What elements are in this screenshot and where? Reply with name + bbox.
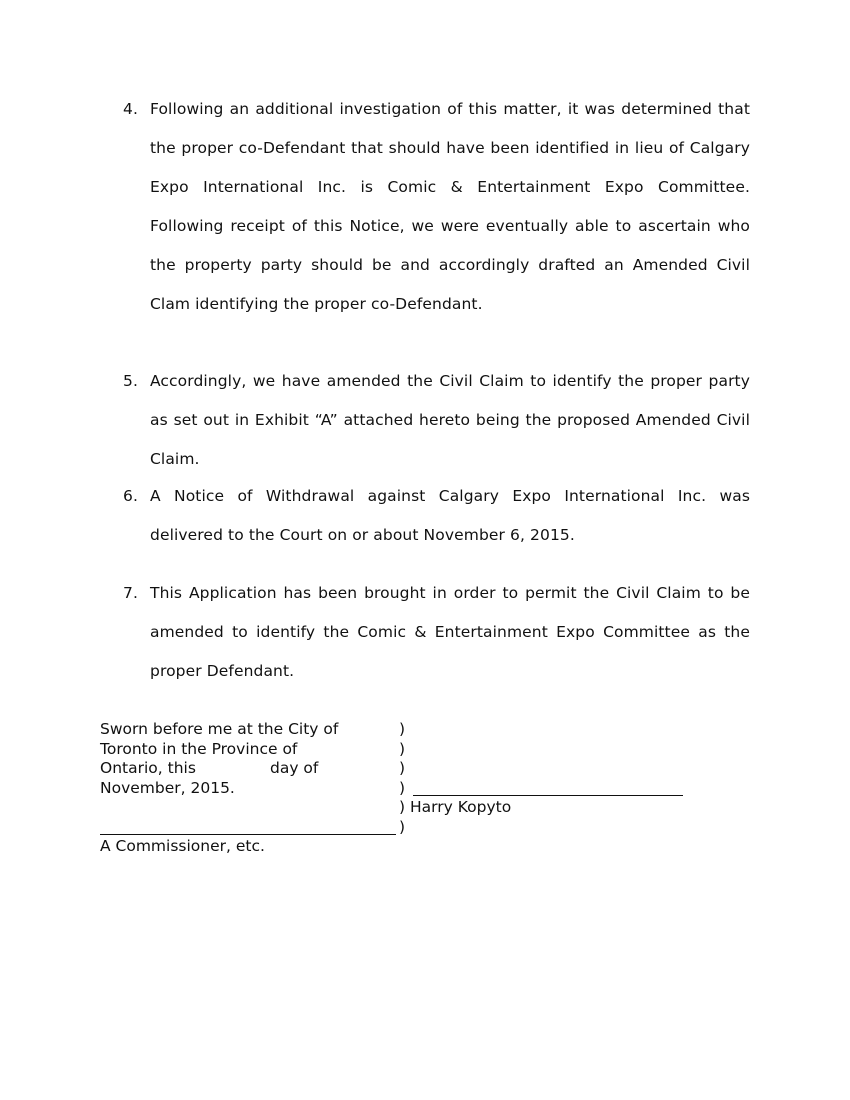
jurat-paren: ) (399, 720, 406, 738)
jurat-line-province: Toronto in the Province of (100, 739, 298, 758)
jurat-paren: ) (399, 778, 406, 797)
paragraph-4 (123, 90, 750, 324)
paragraph-text: This Application has been brought in order to permit the Civil Claim to be amended to identify the Comic & Entertainment Expo Committee as the proper Defendant. (150, 584, 750, 680)
jurat-block (100, 720, 700, 857)
jurat-paren: ) (399, 817, 406, 836)
jurat-row (100, 720, 700, 740)
jurat-paren: ) (399, 739, 406, 758)
jurat-paren: ) (399, 759, 406, 777)
jurat-line-ontario: Ontario, this (100, 759, 196, 777)
paragraph-text: Following an additional investigation of this matter, it was determined that the proper co-Defendant that should have been identified in lieu of Calgary Expo International Inc. is Comic & Entertainment Expo Committee. Following receipt of this Notice, we were eventually able to ascertain who the property party should be and accordingly drafted an Amended Civil Clam identifying the proper co-Defendant. (150, 100, 750, 313)
jurat-row (100, 837, 700, 857)
paragraph-7 (123, 574, 750, 691)
paragraph-5 (123, 362, 750, 479)
paragraph-number: 6. (123, 487, 138, 505)
commissioner-label: A Commissioner, etc. (100, 837, 265, 855)
jurat-row (100, 798, 700, 818)
paragraph-number: 4. (123, 100, 138, 118)
jurat-row (100, 740, 700, 760)
deponent-name: Harry Kopyto (410, 798, 512, 816)
paragraph-number: 7. (123, 584, 138, 602)
commissioner-signature-line (100, 834, 396, 835)
jurat-day-of: day of (270, 759, 319, 777)
paragraph-number: 5. (123, 372, 138, 390)
jurat-paren: ) (399, 798, 406, 816)
jurat-row (100, 759, 700, 779)
jurat-line-date: November, 2015. (100, 778, 235, 797)
jurat-line-city: Sworn before me at the City of (100, 720, 339, 738)
deponent-signature-line (413, 795, 683, 796)
paragraph-text: Accordingly, we have amended the Civil Claim to identify the proper party as set out in Exhibit “A” attached hereto being the proposed Amended Civil Claim. (150, 372, 750, 468)
jurat-row (100, 818, 700, 838)
paragraph-6 (123, 477, 750, 555)
paragraph-text: A Notice of Withdrawal against Calgary Expo International Inc. was delivered to the Court on or about November 6, 2015. (150, 487, 750, 544)
jurat-row (100, 779, 700, 799)
